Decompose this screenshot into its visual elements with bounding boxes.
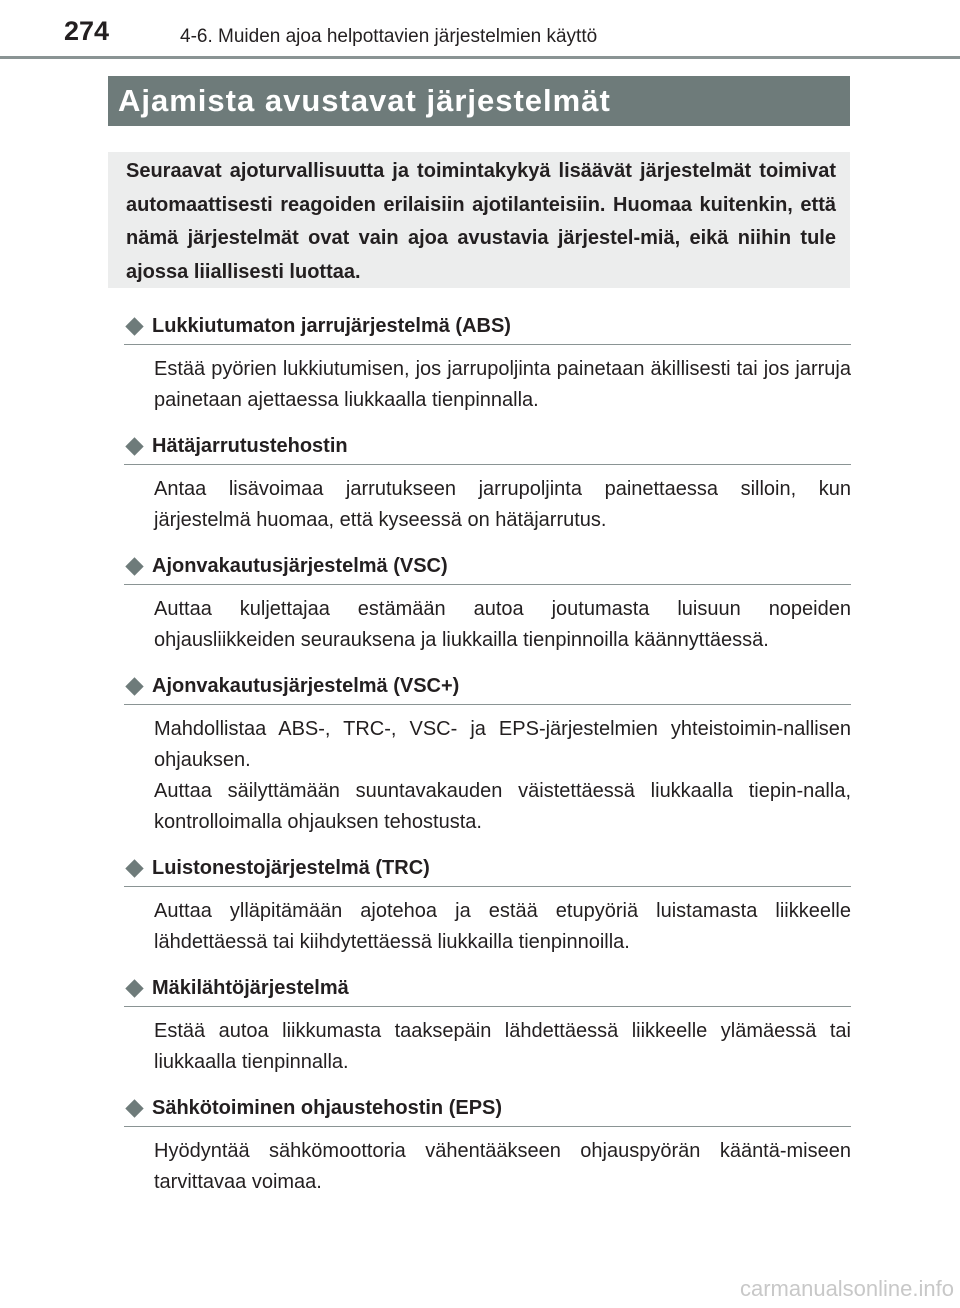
item-heading bbox=[124, 850, 851, 887]
item-heading bbox=[124, 548, 851, 585]
chapter-title: 4-6. Muiden ajoa helpottavien järjestelmien käyttö bbox=[180, 26, 598, 47]
diamond-bullet-icon bbox=[125, 317, 143, 335]
item-heading-text: Hätäjarrutustehostin bbox=[152, 434, 348, 457]
item-description bbox=[154, 345, 851, 416]
item-description bbox=[154, 1007, 851, 1078]
item-heading bbox=[124, 428, 851, 465]
watermark: carmanualsonline.info bbox=[739, 1276, 954, 1301]
item-paragraph: Auttaa ylläpitämään ajotehoa ja estää etupyöriä luistamasta liikkeelle lähdettäessä tai kiihdytettäessä liukkailla tienpinnoilla. bbox=[154, 900, 851, 953]
item-heading-text: Ajonvakautusjärjestelmä (VSC+) bbox=[152, 674, 460, 697]
list-item bbox=[124, 1090, 851, 1198]
item-description bbox=[154, 465, 851, 536]
section-title: Ajamista avustavat järjestelmät bbox=[108, 76, 850, 126]
item-paragraph: Hyödyntää sähkömoottoria vähentääkseen ohjauspyörän kääntä-miseen tarvittavaa voimaa. bbox=[154, 1140, 851, 1193]
header-rule bbox=[0, 56, 960, 59]
list-item bbox=[124, 668, 851, 838]
diamond-bullet-icon bbox=[125, 859, 143, 877]
item-description bbox=[154, 585, 851, 656]
item-heading-text: Ajonvakautusjärjestelmä (VSC) bbox=[152, 554, 448, 577]
item-paragraph: Estää autoa liikkumasta taaksepäin lähdettäessä liikkeelle ylämäessä tai liukkaalla tienpinnalla. bbox=[154, 1020, 851, 1073]
list-item bbox=[124, 308, 851, 416]
item-heading bbox=[124, 668, 851, 705]
diamond-bullet-icon bbox=[125, 1099, 143, 1117]
item-description bbox=[154, 887, 851, 958]
item-description bbox=[154, 705, 851, 838]
item-heading-text: Sähkötoiminen ohjaustehostin (EPS) bbox=[152, 1096, 503, 1119]
list-item bbox=[124, 970, 851, 1078]
list-item bbox=[124, 850, 851, 958]
item-heading-text: Luistonestojärjestelmä (TRC) bbox=[152, 856, 430, 879]
page-number: 274 bbox=[64, 16, 110, 46]
diamond-bullet-icon bbox=[125, 557, 143, 575]
item-heading bbox=[124, 308, 851, 345]
item-heading-text: Mäkilähtöjärjestelmä bbox=[152, 976, 349, 999]
item-description bbox=[154, 1127, 851, 1198]
diamond-bullet-icon bbox=[125, 979, 143, 997]
item-paragraph: Auttaa säilyttämään suuntavakauden väistettäessä liukkaalla tiepin-nalla, kontrolloimalla ohjauksen tehostusta. bbox=[154, 780, 851, 833]
item-heading bbox=[124, 1090, 851, 1127]
list-item bbox=[124, 548, 851, 656]
item-heading-text: Lukkiutumaton jarrujärjestelmä (ABS) bbox=[152, 314, 511, 337]
item-paragraph: Estää pyörien lukkiutumisen, jos jarrupoljinta painetaan äkillisesti tai jos jarruja painetaan ajettaessa liukkaalla tienpinnalla. bbox=[154, 358, 851, 411]
item-heading bbox=[124, 970, 851, 1007]
diamond-bullet-icon bbox=[125, 437, 143, 455]
diamond-bullet-icon bbox=[125, 677, 143, 695]
item-paragraph: Mahdollistaa ABS-, TRC-, VSC- ja EPS-järjestelmien yhteistoimin-nallisen ohjauksen. bbox=[154, 718, 851, 771]
item-paragraph: Auttaa kuljettajaa estämään autoa joutumasta luisuun nopeiden ohjausliikkeiden seurauksena ja liukkailla tienpinnoilla käännyttäessä. bbox=[154, 598, 851, 651]
list-item bbox=[124, 428, 851, 536]
item-paragraph: Antaa lisävoimaa jarrutukseen jarrupoljinta painettaessa silloin, kun järjestelmä huomaa, että kyseessä on hätäjarrutus. bbox=[154, 478, 851, 531]
system-list bbox=[124, 308, 851, 1210]
intro-box: Seuraavat ajoturvallisuutta ja toimintakykyä lisäävät järjestelmät toimivat automaattisesti reagoiden erilaisiin ajotilanteisiin. Huomaa kuitenkin, että nämä järjestelmät ovat vain ajoa avustavia järjestel-miä, eikä niihin tule ajossa liiallisesti luottaa. bbox=[108, 152, 850, 288]
